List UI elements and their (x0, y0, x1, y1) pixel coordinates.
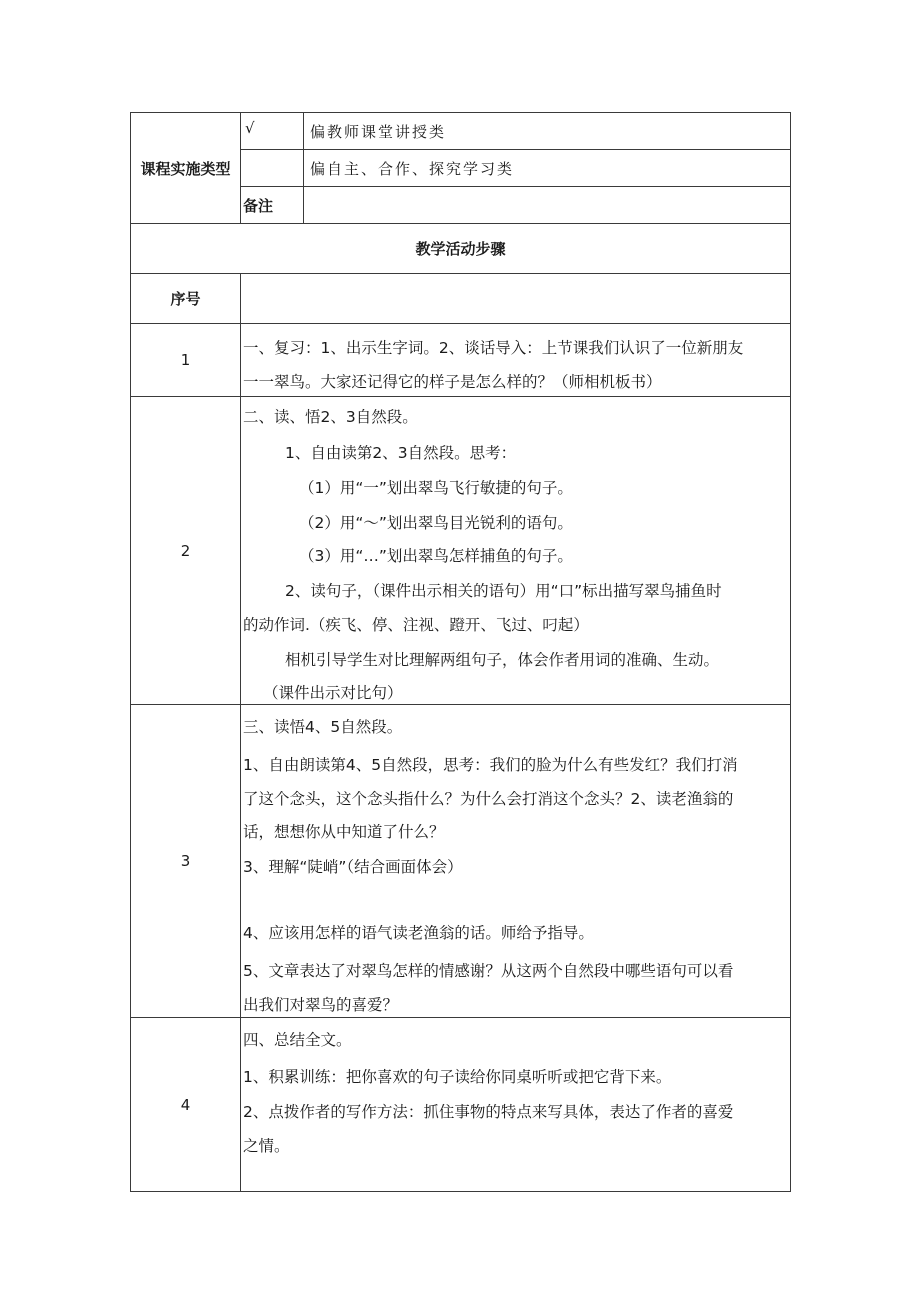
step-line: （3）用“…”划出翠鸟怎样捕鱼的句子。 (299, 547, 573, 565)
step-content (241, 705, 791, 1018)
step-line: （课件出示对比句） (263, 684, 403, 702)
note-value (304, 187, 791, 224)
step-content (241, 324, 791, 397)
step-line: 四、总结全文。 (243, 1031, 352, 1049)
option1-text: 偏教师课堂讲授类 (304, 113, 791, 150)
step-line: 二、读、悟2、3自然段。 (243, 408, 418, 426)
step-line: 4、应该用怎样的语气读老渔翁的话。师给予指导。 (243, 924, 594, 942)
step-line: 1、自由读第2、3自然段。思考： (285, 444, 517, 462)
step-line: 了这个念头，这个念头指什么？为什么会打消这个念头？2、读老渔翁的 (243, 790, 734, 808)
step-line: 1、积累训练：把你喜欢的句子读给你同桌听听或把它背下来。 (243, 1068, 672, 1086)
step-number: 2 (131, 397, 241, 705)
step-line: 2、点拨作者的写作方法：抓住事物的特点来写具体，表达了作者的喜爱 (243, 1103, 734, 1121)
column-header-num: 序号 (131, 274, 241, 324)
step-number: 1 (131, 324, 241, 397)
note-label: 备注 (241, 187, 304, 224)
option2-check-mark (241, 150, 304, 187)
step-content (241, 1018, 791, 1192)
option1-check-mark: √ (241, 113, 304, 150)
step-line: 一、复习：1、出示生字词。2、谈话导入：上节课我们认识了一位新朋友 (243, 339, 744, 357)
step-line: 三、读悟4、5自然段。 (243, 718, 403, 736)
step-line: 的动作词.（疾飞、停、注视、蹬开、飞过、叼起） (243, 616, 589, 634)
step-line: 之情。 (243, 1137, 290, 1155)
step-line: 一一翠鸟。大家还记得它的样子是怎么样的？（师相机板书） (243, 373, 662, 391)
column-header-content (241, 274, 791, 324)
step-content (241, 397, 791, 705)
step-number: 4 (131, 1018, 241, 1192)
step-line: 2、读句子，（课件出示相关的语句）用“口”标出描写翠鸟捕鱼时 (285, 582, 722, 600)
step-number: 3 (131, 705, 241, 1018)
option2-text: 偏自主、合作、探究学习类 (304, 150, 791, 187)
step-line: 1、自由朗读第4、5自然段，思考：我们的脸为什么有些发红？我们打消 (243, 756, 738, 774)
step-line: （1）用“一”划出翠鸟飞行敏捷的句子。 (299, 479, 573, 497)
step-line: 话，想想你从中知道了什么？ (243, 823, 445, 841)
step-line: 相机引导学生对比理解两组句子，体会作者用词的准确、生动。 (285, 651, 720, 669)
implementation-type-label: 课程实施类型 (131, 113, 241, 224)
lesson-plan-table (130, 112, 791, 1192)
step-line: 5、文章表达了对翠鸟怎样的情感谢？从这两个自然段中哪些语句可以看 (243, 962, 734, 980)
section-title: 教学活动步骤 (131, 224, 791, 274)
step-line: 出我们对翠鸟的喜爱？ (243, 996, 399, 1014)
step-line: （2）用“～”划出翠鸟目光锐利的语句。 (299, 514, 573, 532)
step-line: 3、理解“陡峭”（结合画面体会） (243, 858, 463, 876)
